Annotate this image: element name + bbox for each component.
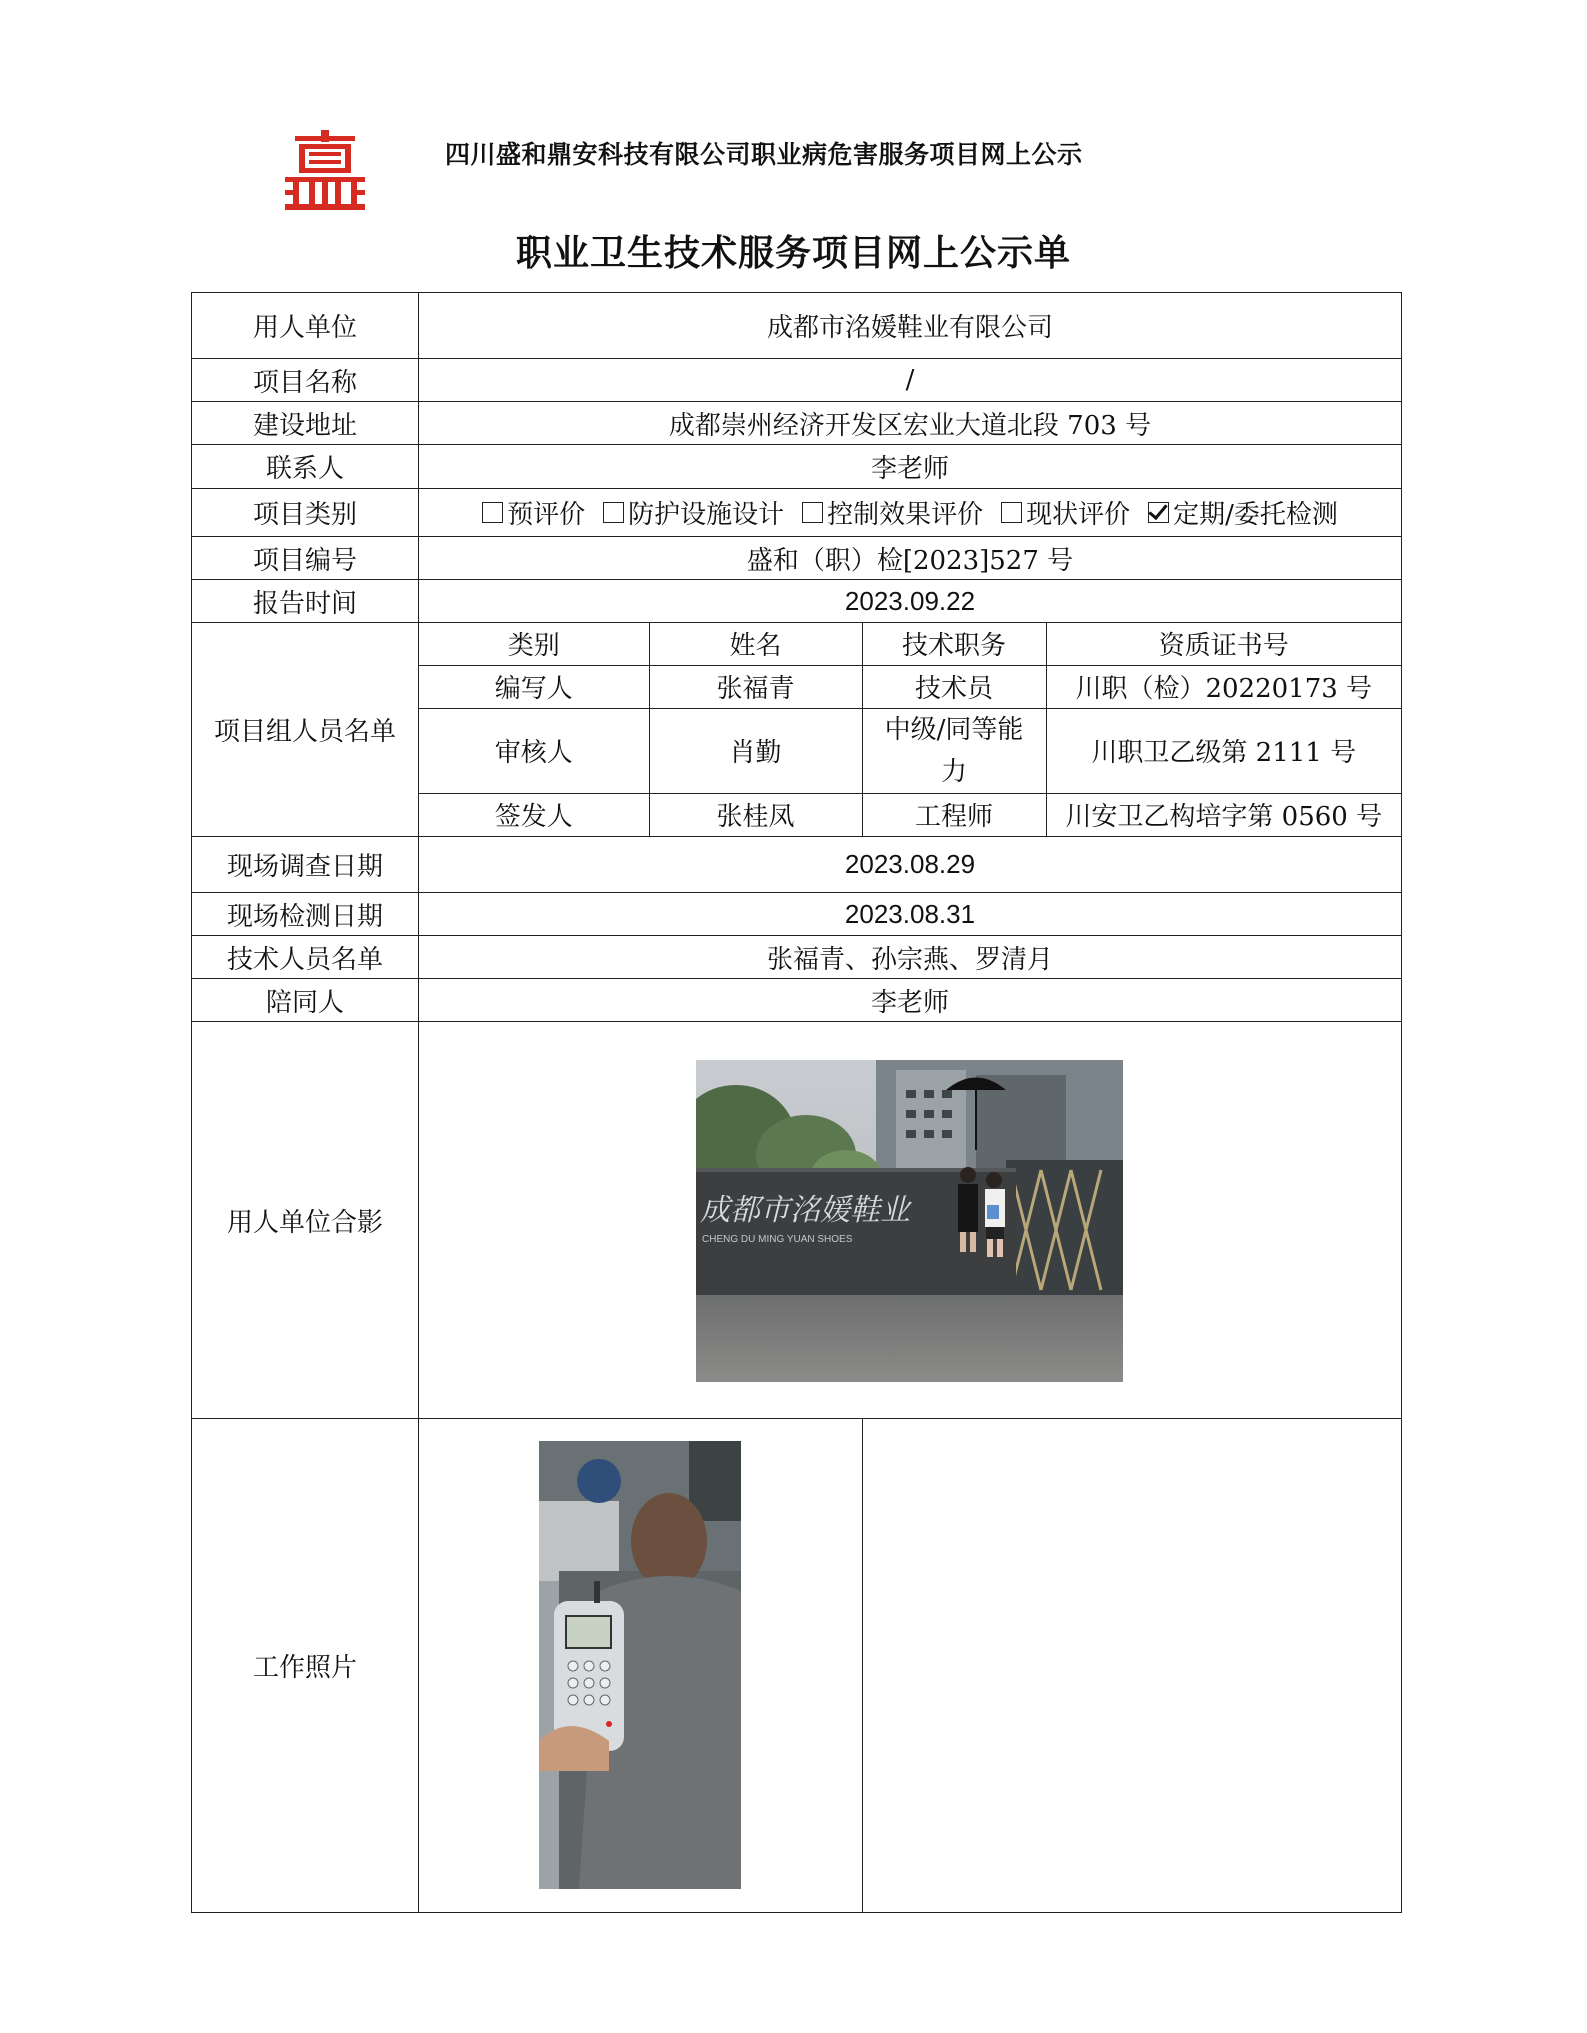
row-label: 工作照片 <box>192 1419 419 1913</box>
row-label: 用人单位 <box>192 293 419 359</box>
sign-text: 成都市洺媛鞋业 <box>700 1193 910 1228</box>
option-label: 定期/委托检测 <box>1173 500 1338 530</box>
category-option-status-eval <box>1001 494 1130 531</box>
team-subtable-cell <box>419 623 1402 837</box>
table-row-survey-date <box>192 837 1402 893</box>
table-row-accompany <box>192 979 1402 1022</box>
table-row-project-no <box>192 537 1402 580</box>
checkbox-unchecked-icon <box>603 502 624 523</box>
row-label: 项目类别 <box>192 489 419 537</box>
publicity-table <box>191 292 1402 1913</box>
page-header <box>285 130 1385 210</box>
option-label: 防护设施设计 <box>628 500 785 530</box>
row-label: 用人单位合影 <box>192 1022 419 1419</box>
option-label: 控制效果评价 <box>827 500 984 530</box>
table-row-employer <box>192 293 1402 359</box>
table-row-technicians <box>192 936 1402 979</box>
empty-cell <box>862 1419 1401 1912</box>
member-name: 张福青 <box>649 665 862 708</box>
employer-value: 成都市洺媛鞋业有限公司 <box>419 293 1402 359</box>
table-row-work-photo <box>192 1419 1402 1913</box>
org-title: 四川盛和鼎安科技有限公司职业病危害服务项目网上公示 <box>445 140 1083 169</box>
work-photo-cell <box>419 1419 862 1912</box>
work-photo-subtable <box>419 1419 1401 1912</box>
column-header: 类别 <box>419 623 649 665</box>
member-role: 审核人 <box>419 708 649 793</box>
member-title: 工程师 <box>862 793 1046 836</box>
row-label: 现场调查日期 <box>192 837 419 893</box>
category-options <box>419 489 1402 537</box>
checkbox-unchecked-icon <box>802 502 823 523</box>
checkbox-checked-icon <box>1148 502 1169 523</box>
category-option-periodic-test <box>1148 494 1338 531</box>
contact-value: 李老师 <box>419 445 1402 489</box>
category-option-pre-eval <box>482 494 585 531</box>
row-label: 报告时间 <box>192 580 419 623</box>
member-role: 编写人 <box>419 665 649 708</box>
group-photo-image <box>696 1060 1123 1382</box>
address-value: 成都崇州经济开发区宏业大道北段 703 号 <box>419 402 1402 445</box>
technicians-value: 张福青、孙宗燕、罗清月 <box>419 936 1402 979</box>
row-label: 建设地址 <box>192 402 419 445</box>
row-label: 联系人 <box>192 445 419 489</box>
table-row-group-photo <box>192 1022 1402 1419</box>
table-row-contact <box>192 445 1402 489</box>
accompany-value: 李老师 <box>419 979 1402 1022</box>
column-header: 资质证书号 <box>1046 623 1401 665</box>
row-label: 项目编号 <box>192 537 419 580</box>
project-name-value: / <box>419 359 1402 402</box>
member-cert: 川安卫乙构培字第 0560 号 <box>1046 793 1401 836</box>
row-label: 现场检测日期 <box>192 893 419 936</box>
table-row-project-name <box>192 359 1402 402</box>
checkbox-unchecked-icon <box>1001 502 1022 523</box>
member-title: 中级/同等能力 <box>862 708 1046 793</box>
work-photo-image <box>539 1441 741 1889</box>
table-row-report-time <box>192 580 1402 623</box>
team-member-row <box>419 665 1401 708</box>
member-name: 张桂凤 <box>649 793 862 836</box>
member-name: 肖勤 <box>649 708 862 793</box>
category-option-protection-design <box>603 494 784 531</box>
option-label: 预评价 <box>507 500 586 530</box>
member-cert: 川职（检）20220173 号 <box>1046 665 1401 708</box>
team-member-row <box>419 708 1401 793</box>
team-subtable <box>419 623 1401 836</box>
survey-date-value: 2023.08.29 <box>419 837 1402 893</box>
column-header: 姓名 <box>649 623 862 665</box>
team-header-row <box>419 623 1401 665</box>
row-label: 项目名称 <box>192 359 419 402</box>
work-photo-cells <box>419 1419 1402 1913</box>
sheng-seal-logo-icon <box>285 130 365 210</box>
row-label: 项目组人员名单 <box>192 623 419 837</box>
column-header: 技术职务 <box>862 623 1046 665</box>
category-option-control-eval <box>802 494 983 531</box>
report-time-value: 2023.09.22 <box>419 580 1402 623</box>
table-row-category <box>192 489 1402 537</box>
project-no-value: 盛和（职）检[2023]527 号 <box>419 537 1402 580</box>
group-photo-cell <box>419 1022 1402 1419</box>
sign-subtext: CHENG DU MING YUAN SHOES <box>702 1234 853 1245</box>
table-row-test-date <box>192 893 1402 936</box>
table-row-team <box>192 623 1402 837</box>
test-date-value: 2023.08.31 <box>419 893 1402 936</box>
option-label: 现状评价 <box>1026 500 1131 530</box>
row-label: 技术人员名单 <box>192 936 419 979</box>
checkbox-unchecked-icon <box>482 502 503 523</box>
member-role: 签发人 <box>419 793 649 836</box>
member-cert: 川职卫乙级第 2111 号 <box>1046 708 1401 793</box>
page-title: 职业卫生技术服务项目网上公示单 <box>515 232 1071 274</box>
table-row-address <box>192 402 1402 445</box>
member-title: 技术员 <box>862 665 1046 708</box>
row-label: 陪同人 <box>192 979 419 1022</box>
team-member-row <box>419 793 1401 836</box>
